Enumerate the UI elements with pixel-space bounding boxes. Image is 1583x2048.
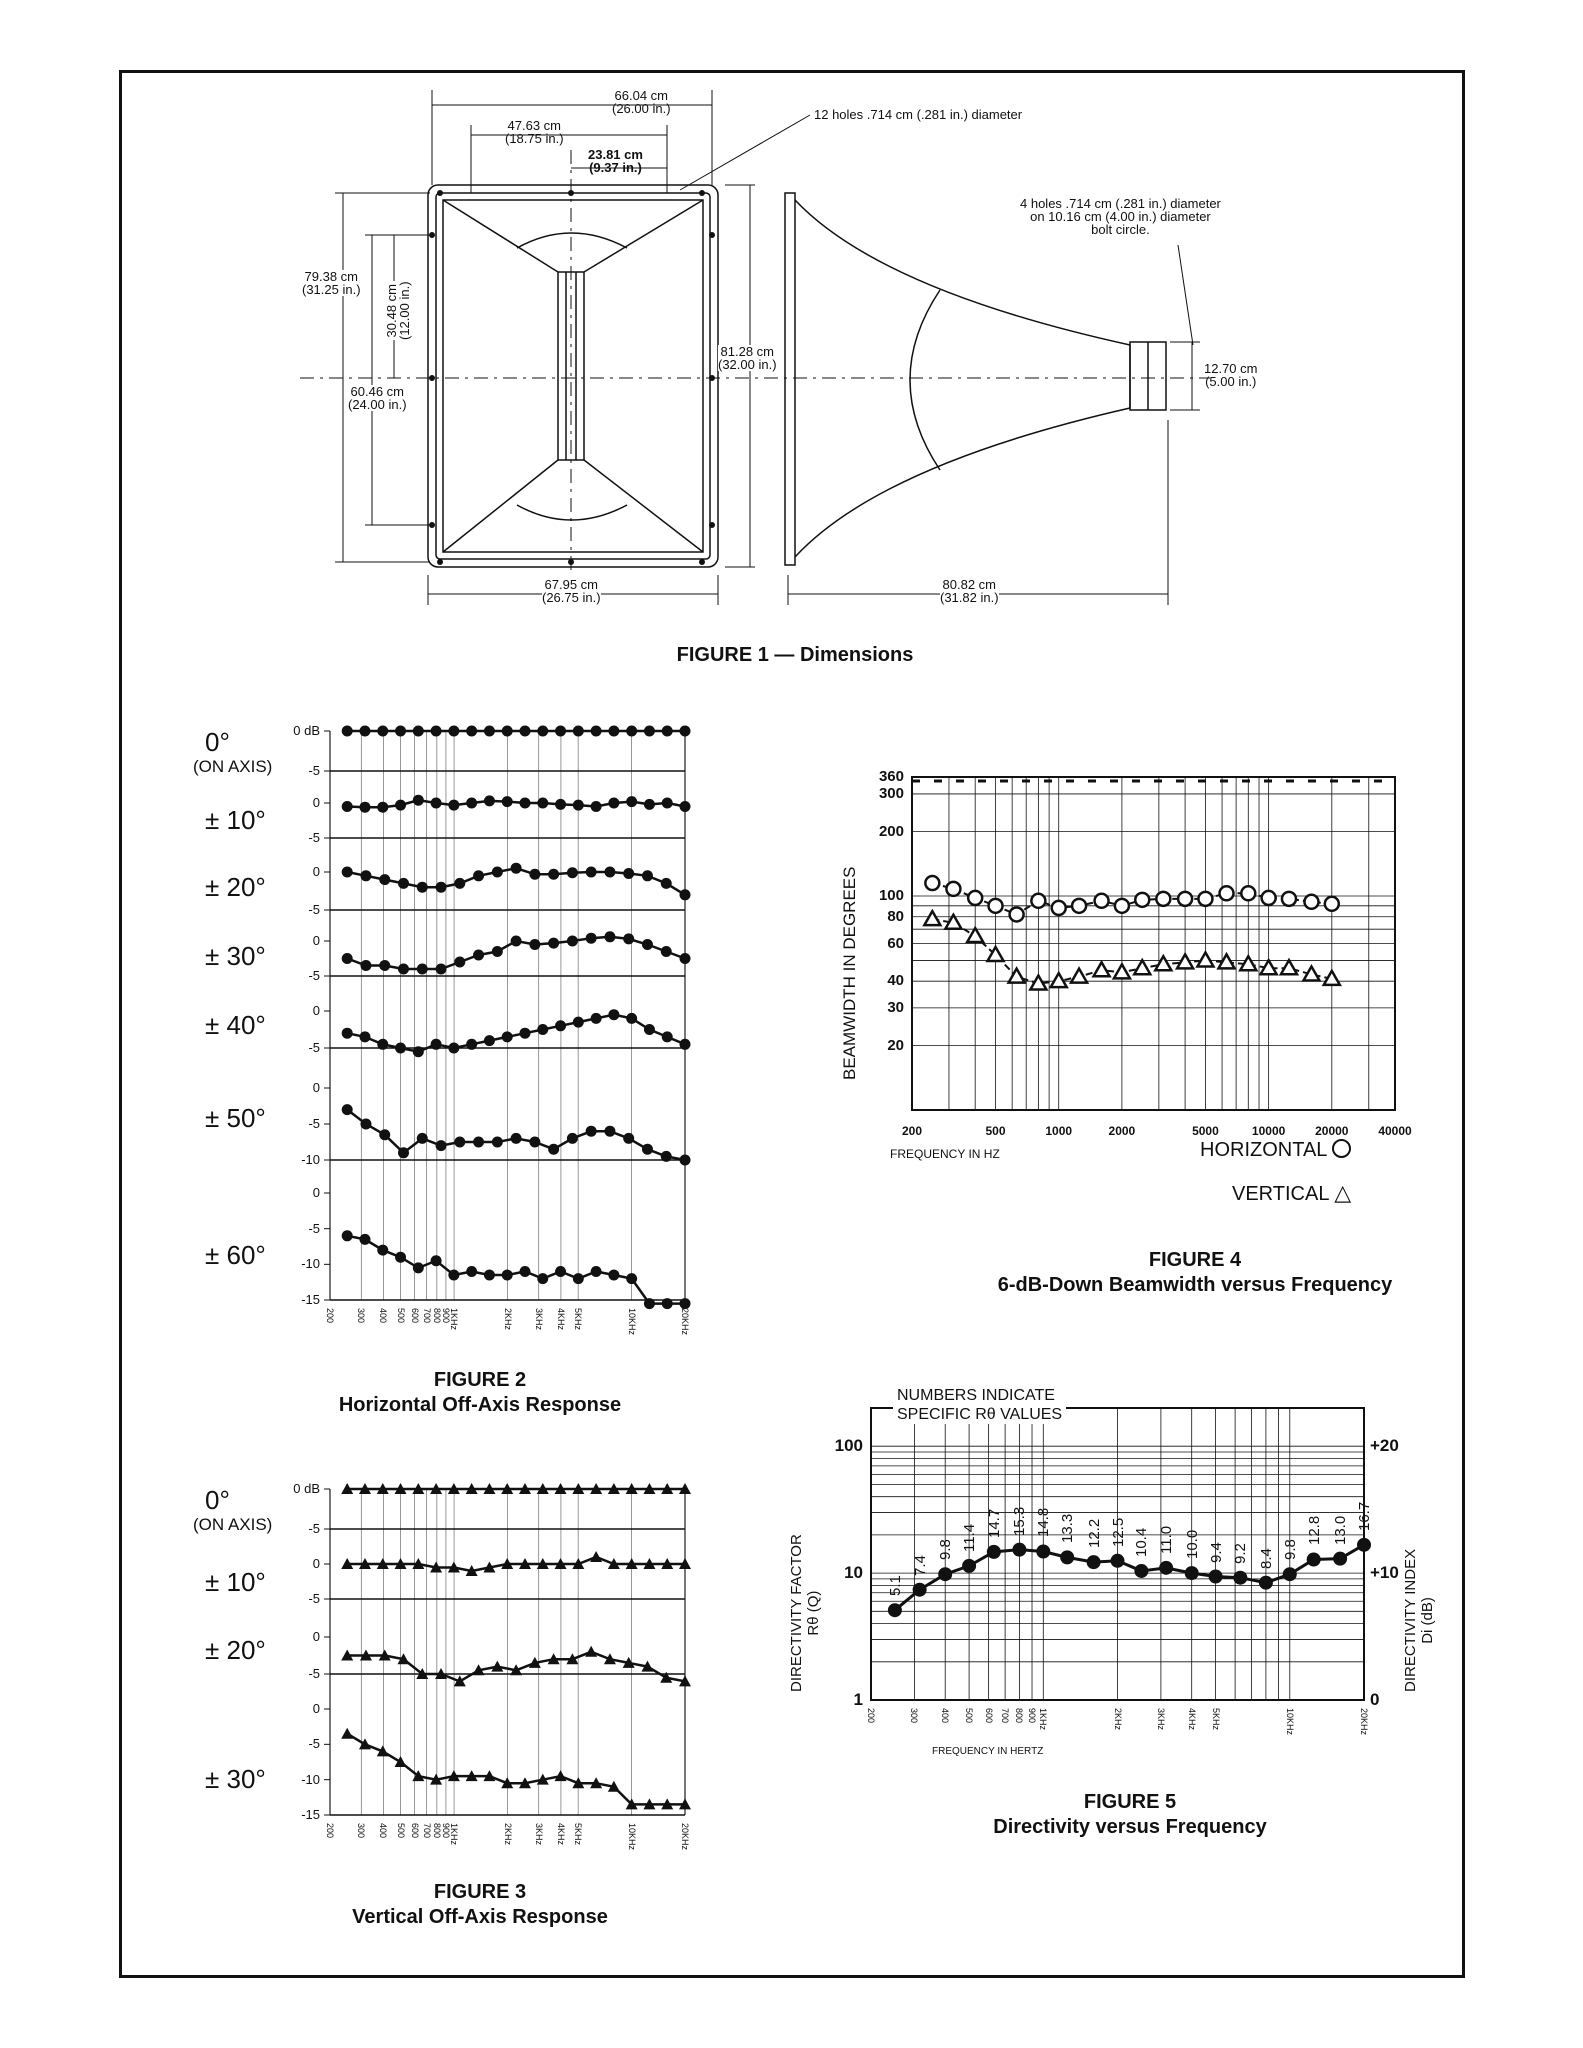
y-tick-label: 0: [312, 1080, 320, 1095]
y-tick-label: -10: [301, 1152, 320, 1167]
y-tick-label: 0: [312, 1556, 320, 1571]
x-tick-label: 700: [1000, 1708, 1011, 1724]
dim-60cm: 60.46 cm (24.00 in.): [348, 384, 407, 412]
figure-1-caption: FIGURE 1 — Dimensions: [676, 644, 914, 666]
y-tick-label: 0: [312, 1701, 320, 1716]
point-value-label: 12.5: [1109, 1517, 1127, 1547]
point-value-label: 5.1: [886, 1575, 904, 1597]
y-tick-label: -10: [301, 1256, 320, 1272]
figure-5-ylabel-right: DIRECTIVITY INDEX Di (dB): [1402, 1548, 1436, 1692]
x-tick-label: 200: [325, 1308, 335, 1324]
y-tick-label: -5: [308, 1521, 320, 1536]
x-tick-label: 20KHz: [680, 1308, 690, 1336]
figure-4-title: FIGURE 4: [1148, 1249, 1242, 1271]
panel-angle-label: ± 50°: [205, 1103, 266, 1133]
point-value-label: 14.8: [1035, 1508, 1053, 1538]
data-point: [1333, 1552, 1347, 1566]
y-tick-label: 200: [878, 822, 904, 840]
data-point: [1185, 1566, 1199, 1580]
panel-angle-label: ± 40°: [205, 1010, 266, 1040]
x-tick-label: 20KHz: [1359, 1708, 1369, 1736]
point-value-label: 9.2: [1232, 1542, 1250, 1564]
point-value-label: 12.2: [1085, 1518, 1103, 1549]
y-tick-left: 10: [844, 1563, 863, 1583]
legend-horizontal: HORIZONTAL: [1200, 1139, 1351, 1162]
point-value-label: 13.0: [1332, 1515, 1350, 1545]
x-tick-label: 10000: [1251, 1124, 1286, 1138]
point-value-label: 12.8: [1305, 1516, 1323, 1546]
data-point: [962, 1559, 976, 1573]
y-tick-label: -10: [301, 1771, 320, 1787]
y-tick-label: 0: [312, 933, 320, 948]
dim-12cm: 12.70 cm (5.00 in.): [1204, 361, 1258, 389]
figure-5-caption: [960, 1790, 1300, 1840]
data-point: [1134, 1564, 1148, 1578]
point-value-label: 11.0: [1158, 1525, 1176, 1554]
x-tick-label: 200: [325, 1823, 335, 1839]
holes-12-note: 12 holes .714 cm (.281 in.) diameter: [814, 107, 1023, 122]
figure-5-title: FIGURE 5: [1083, 1791, 1177, 1813]
panel-angle-label: ± 20°: [205, 872, 266, 902]
point-value-label: 10.0: [1183, 1529, 1201, 1560]
figure-4-ylabel: BEAMWIDTH IN DEGREES: [840, 866, 859, 1080]
x-tick-label: 20KHz: [680, 1823, 690, 1851]
x-tick-label: 5KHz: [573, 1823, 584, 1846]
x-tick-label: 400: [378, 1823, 389, 1839]
x-tick-label: 500: [395, 1308, 406, 1324]
x-tick-label: 1KHz: [449, 1823, 460, 1846]
x-tick-label: 1000: [1045, 1124, 1073, 1138]
point-value-label: 16.7: [1356, 1501, 1373, 1531]
dim-47cm: 47.63 cm (18.75 in.): [505, 118, 564, 146]
legend-vertical: VERTICAL △: [1232, 1180, 1352, 1205]
panel-angle-label: ± 10°: [205, 1567, 266, 1597]
x-tick-label: 5KHz: [573, 1308, 584, 1331]
x-tick-label: 4KHz: [555, 1823, 566, 1846]
data-point: [1233, 1571, 1247, 1585]
y-tick-label: 0 dB: [293, 723, 320, 738]
triangle-icon: △: [1334, 1180, 1352, 1205]
figure-3-subtitle: Vertical Off-Axis Response: [352, 1906, 608, 1928]
x-tick-label: 900: [1027, 1708, 1038, 1724]
panel-angle-label: ± 30°: [205, 1764, 266, 1794]
panel-angle-label: ± 30°: [205, 941, 266, 971]
y-tick-right: +20: [1370, 1436, 1399, 1456]
point-value-label: 13.3: [1059, 1514, 1077, 1544]
point-value-label: 10.4: [1133, 1527, 1151, 1557]
y-tick-label: 80: [887, 907, 904, 925]
data-point: [1036, 1544, 1050, 1558]
y-tick-label: 40: [887, 972, 904, 990]
data-point: [888, 1603, 902, 1617]
y-tick-label: 0 dB: [293, 1481, 320, 1496]
point-value-label: 11.4: [961, 1523, 979, 1552]
data-point: [1357, 1538, 1371, 1552]
figure-5-subtitle: Directivity versus Frequency: [993, 1816, 1267, 1838]
data-point: [1012, 1543, 1026, 1557]
x-tick-label: 800: [1014, 1708, 1025, 1724]
dim-80cm: 80.82 cm (31.82 in.): [940, 577, 999, 605]
y-tick-right: +10: [1370, 1563, 1399, 1583]
x-tick-label: 40000: [1378, 1124, 1412, 1138]
x-tick-label: 5000: [1192, 1124, 1219, 1138]
figure-2-title: FIGURE 2: [433, 1369, 527, 1391]
dim-67cm: 67.95 cm (26.75 in.): [542, 577, 601, 605]
figure-2-subtitle: Horizontal Off-Axis Response: [338, 1394, 622, 1416]
y-tick-label: 300: [878, 784, 904, 802]
x-tick-label: 20000: [1315, 1124, 1349, 1138]
dim-23cm: 23.81 cm (9.37 in.): [588, 147, 643, 175]
y-tick-label: -5: [308, 1116, 320, 1131]
data-point: [1087, 1555, 1101, 1569]
x-tick-label: 10KHz: [1284, 1708, 1295, 1736]
x-tick-label: 200: [866, 1708, 876, 1724]
data-point: [987, 1545, 1001, 1559]
y-tick-label: -5: [308, 902, 320, 917]
panel-angle-label: 0°: [205, 1485, 230, 1515]
x-tick-label: 1KHz: [1038, 1708, 1049, 1731]
x-tick-label: 2KHz: [502, 1823, 513, 1846]
y-tick-label: -5: [308, 1666, 320, 1681]
x-tick-label: 3KHz: [1155, 1708, 1166, 1731]
point-value-label: 9.8: [1281, 1539, 1299, 1561]
y-tick-label: -5: [308, 968, 320, 983]
x-tick-label: 700: [421, 1308, 432, 1324]
x-tick-label: 2KHz: [1112, 1708, 1123, 1731]
data-point: [1209, 1570, 1223, 1584]
y-tick-label: 0: [312, 795, 320, 810]
panel-angle-label: ± 10°: [205, 805, 266, 835]
panel-sublabel: (ON AXIS): [193, 757, 273, 776]
x-tick-label: 400: [378, 1308, 389, 1324]
y-tick-label: 360: [878, 768, 904, 785]
x-tick-label: 4KHz: [555, 1308, 566, 1331]
x-tick-label: 900: [440, 1308, 451, 1324]
y-tick-label: -5: [308, 1040, 320, 1055]
point-value-label: 14.7: [985, 1508, 1003, 1538]
y-tick-left: 1: [853, 1690, 863, 1709]
y-tick-label: 20: [887, 1036, 904, 1054]
y-tick-label: 60: [887, 934, 904, 952]
data-point: [1283, 1567, 1297, 1581]
y-tick-label: 0: [312, 1185, 320, 1200]
holes-4-note: 4 holes .714 cm (.281 in.) diameter on 10.16 cm (4.00 in.) diameter bolt circle.: [1020, 196, 1221, 237]
panel-angle-label: ± 20°: [205, 1635, 266, 1665]
x-tick-label: 500: [985, 1124, 1006, 1138]
y-tick-label: -5: [308, 830, 320, 845]
data-point: [1307, 1552, 1321, 1566]
figure-3-title: FIGURE 3: [433, 1881, 527, 1903]
panel-angle-label: 0°: [205, 727, 230, 757]
data-point: [938, 1567, 952, 1581]
y-tick-label: -15: [301, 1292, 320, 1307]
point-value-label: 9.8: [937, 1539, 955, 1561]
y-tick-label: -5: [308, 1736, 320, 1752]
dim-81cm: 81.28 cm (32.00 in.): [718, 344, 777, 372]
y-tick-label: -15: [301, 1807, 320, 1822]
x-tick-label: 500: [964, 1708, 975, 1724]
x-tick-label: 1KHz: [449, 1308, 460, 1331]
dim-30cm: 30.48 cm (12.00 in.): [384, 281, 412, 340]
panel-angle-label: ± 60°: [205, 1240, 266, 1270]
x-tick-label: 10KHz: [626, 1308, 637, 1336]
y-tick-label: 100: [878, 887, 904, 905]
figure-5-xlabel: FREQUENCY IN HERTZ: [932, 1746, 1044, 1757]
x-tick-label: 900: [440, 1823, 451, 1839]
x-tick-label: 500: [395, 1823, 406, 1839]
dim-79cm: 79.38 cm (31.25 in.): [302, 269, 361, 297]
point-value-label: 7.4: [911, 1554, 929, 1576]
x-tick-label: 600: [409, 1308, 420, 1324]
y-tick-label: 30: [887, 998, 904, 1016]
x-tick-label: 400: [940, 1708, 951, 1724]
x-tick-label: 300: [909, 1708, 920, 1724]
figure-4-subtitle: 6-dB-Down Beamwidth versus Frequency: [997, 1274, 1393, 1296]
x-tick-label: 5KHz: [1210, 1708, 1221, 1731]
y-tick-right: 0: [1370, 1690, 1380, 1709]
y-tick-label: 0: [312, 1629, 320, 1644]
x-tick-label: 200: [901, 1124, 923, 1138]
x-tick-label: 800: [431, 1823, 442, 1839]
data-point: [913, 1583, 927, 1597]
x-tick-label: 800: [431, 1308, 442, 1324]
data-point: [1111, 1554, 1125, 1568]
point-value-label: 9.4: [1207, 1541, 1225, 1563]
figure-5-note: NUMBERS INDICATE SPECIFIC Rθ VALUES: [893, 1386, 1066, 1424]
x-tick-label: 600: [409, 1823, 420, 1839]
x-tick-label: 700: [421, 1823, 432, 1839]
dim-66cm: 66.04 cm (26.00 in.): [612, 88, 671, 116]
point-value-label: 15.3: [1011, 1506, 1029, 1536]
data-point: [1060, 1550, 1074, 1564]
y-tick-label: -5: [308, 1220, 320, 1236]
data-point: [1259, 1576, 1273, 1590]
x-tick-label: 2KHz: [502, 1308, 513, 1331]
panel-sublabel: (ON AXIS): [193, 1515, 273, 1534]
figure-5-ylabel-left: DIRECTIVITY FACTOR Rθ (Q): [788, 1534, 822, 1692]
x-tick-label: 3KHz: [533, 1823, 544, 1846]
y-tick-label: -5: [308, 763, 320, 778]
x-tick-label: 600: [983, 1708, 994, 1724]
y-tick-label: -5: [308, 1591, 320, 1606]
y-tick-left: 100: [834, 1436, 863, 1456]
data-point: [1159, 1561, 1173, 1575]
figure-4-xlabel: FREQUENCY IN HZ: [890, 1147, 1000, 1161]
point-value-label: 8.4: [1257, 1547, 1275, 1569]
y-tick-label: 0: [312, 864, 320, 879]
x-tick-label: 300: [356, 1823, 367, 1839]
x-tick-label: 300: [356, 1308, 367, 1324]
x-tick-label: 3KHz: [533, 1308, 544, 1331]
y-tick-label: 0: [312, 1003, 320, 1018]
x-tick-label: 2000: [1108, 1124, 1136, 1138]
x-tick-label: 10KHz: [626, 1823, 637, 1851]
x-tick-label: 4KHz: [1186, 1708, 1197, 1731]
